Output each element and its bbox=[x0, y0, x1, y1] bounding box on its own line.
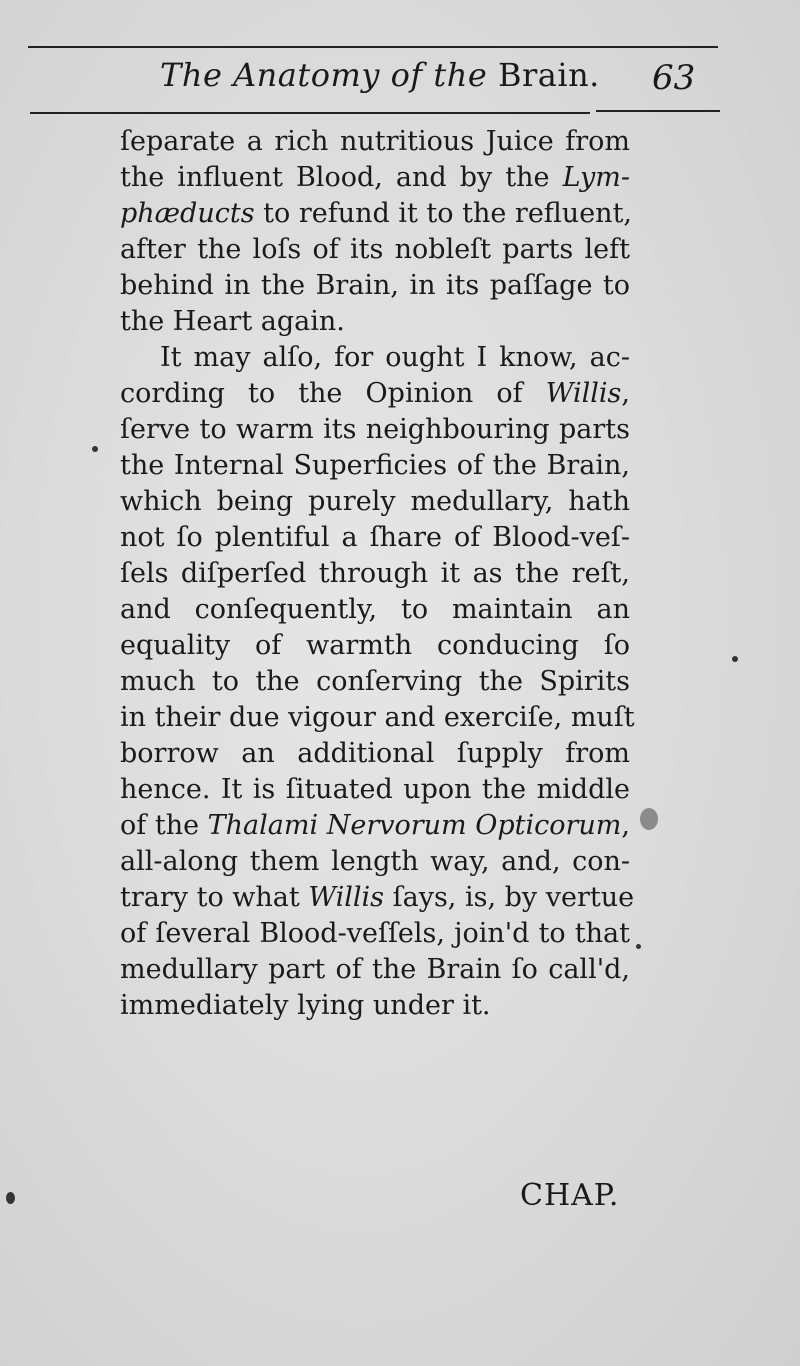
text-line: in their due vigour and exerciſe, muſt bbox=[120, 702, 635, 733]
header-rule-bottom bbox=[30, 112, 590, 114]
running-head-part: Brain. bbox=[487, 56, 600, 94]
text-line: behind in the Brain, in its paſſage to bbox=[120, 270, 630, 301]
text-line: ſels diſperſed through it as the reſt, bbox=[120, 558, 630, 589]
ink-smudge bbox=[640, 808, 658, 830]
body-text bbox=[120, 124, 635, 1024]
running-head-part: the bbox=[433, 56, 488, 94]
page-number: 63 bbox=[652, 58, 696, 98]
text-line: hence. It is ſituated upon the middle bbox=[120, 774, 630, 805]
running-head-part: Anatomy bbox=[233, 56, 380, 94]
text-line: borrow an additional ſupply from bbox=[120, 738, 630, 769]
header-rule-bottom bbox=[596, 110, 720, 112]
ink-speck bbox=[6, 1192, 15, 1204]
running-head bbox=[160, 56, 600, 94]
text-line: and conſequently, to maintain an bbox=[120, 594, 630, 625]
text-line: medullary part of the Brain ſo call'd, bbox=[120, 954, 630, 985]
running-head-part: of bbox=[379, 56, 434, 94]
text-line: not ſo plentiful a ſhare of Blood-veſ- bbox=[120, 522, 630, 553]
text-line: after the loſs of its nobleſt parts left bbox=[120, 234, 630, 265]
text-line: all-along them length way, and, con- bbox=[120, 846, 630, 877]
header-rule-top bbox=[28, 46, 718, 48]
text-line: cording to the Opinion of Willis, bbox=[120, 378, 630, 409]
text-line: ſerve to warm its neighbouring parts bbox=[120, 414, 630, 445]
text-line: immediately lying under it. bbox=[120, 990, 491, 1021]
catchword: CHAP. bbox=[520, 1178, 620, 1213]
text-line: trary to what Willis ſays, is, by vertue bbox=[120, 882, 635, 913]
text-line: the Internal Superficies of the Brain, bbox=[120, 450, 630, 481]
text-line: the influent Blood, and by the Lym- bbox=[120, 162, 630, 193]
text-line: equality of warmth conducing ſo bbox=[120, 630, 630, 661]
ink-speck bbox=[92, 446, 98, 452]
text-line: ſeparate a rich nutritious Juice from bbox=[120, 126, 630, 157]
text-line: of the Thalami Nervorum Opticorum, bbox=[120, 810, 630, 841]
ink-speck bbox=[636, 944, 641, 949]
text-line: which being purely medullary, hath bbox=[120, 486, 630, 517]
text-line: much to the conſerving the Spirits bbox=[120, 666, 630, 697]
text-line: It may alſo, for ought I know, ac- bbox=[160, 342, 630, 373]
ink-speck bbox=[732, 656, 738, 662]
text-line: of ſeveral Blood-veſſels, join'd to that bbox=[120, 918, 630, 949]
running-head-part: The bbox=[160, 56, 234, 94]
text-line: the Heart again. bbox=[120, 306, 345, 337]
text-line: phæducts to refund it to the refluent, bbox=[120, 198, 632, 229]
